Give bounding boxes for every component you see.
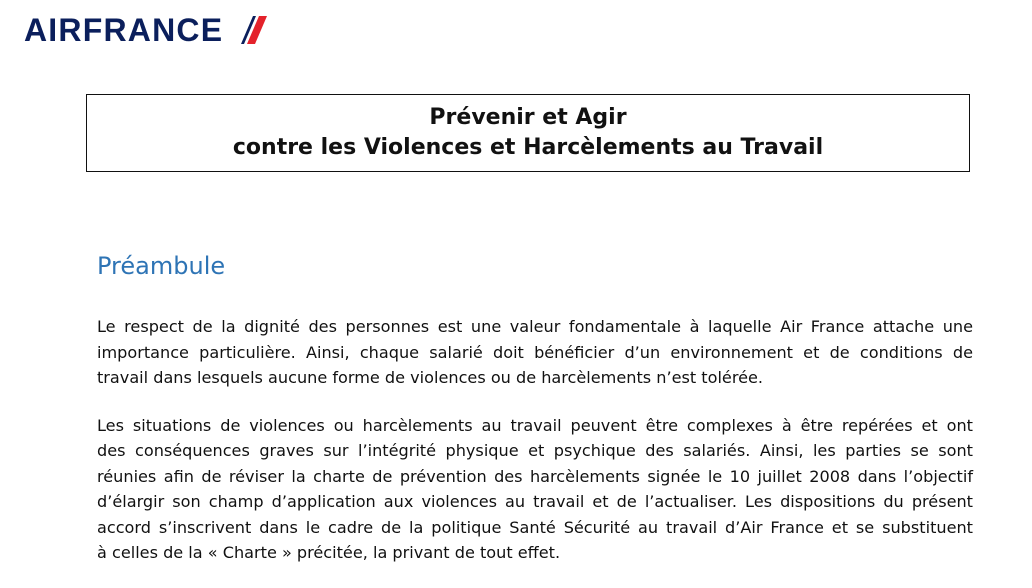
paragraph-line: d’élargir son champ d’application aux violences au travail et de l’actualiser. Les dispositions du présent	[97, 492, 973, 511]
logo-stripe-icon	[227, 14, 267, 46]
document-title-line-2: contre les Violences et Harcèlements au Travail	[232, 135, 824, 160]
paragraph-line: réunies afin de réviser la charte de prévention des harcèlements signée le 10 juillet 2008 dans l’objectif	[97, 466, 973, 486]
section-heading: Préambule	[97, 252, 226, 280]
paragraph-2	[97, 413, 973, 566]
air-france-logo	[24, 10, 267, 50]
paragraph-line: des conséquences graves sur l’intégrité physique et psychique des salariés. Ainsi, les parties se sont	[97, 441, 973, 460]
logo-wordmark: AIRFRANCE	[24, 12, 224, 48]
paragraph-1	[97, 314, 973, 391]
paragraph-line: Le respect de la dignité des personnes est une valeur fondamentale à laquelle Air France attache une	[97, 317, 973, 336]
document-title-box	[86, 94, 970, 172]
paragraph-line: accord s’inscrivent dans le cadre de la politique Santé Sécurité au travail d’Air France et se substituent	[97, 517, 973, 537]
preamble-body	[97, 314, 973, 588]
paragraph-line: à celles de la « Charte » précitée, la privant de tout effet.	[97, 543, 561, 562]
paragraph-line: travail dans lesquels aucune forme de violences ou de harcèlements n’est tolérée.	[97, 368, 763, 387]
paragraph-line: importance particulière. Ainsi, chaque salarié doit bénéficier d’un environnement et de conditions de	[97, 342, 973, 362]
paragraph-line: Les situations de violences ou harcèlements au travail peuvent être complexes à être repérées et ont	[97, 415, 973, 435]
document-title-line-1: Prévenir et Agir	[429, 104, 627, 130]
